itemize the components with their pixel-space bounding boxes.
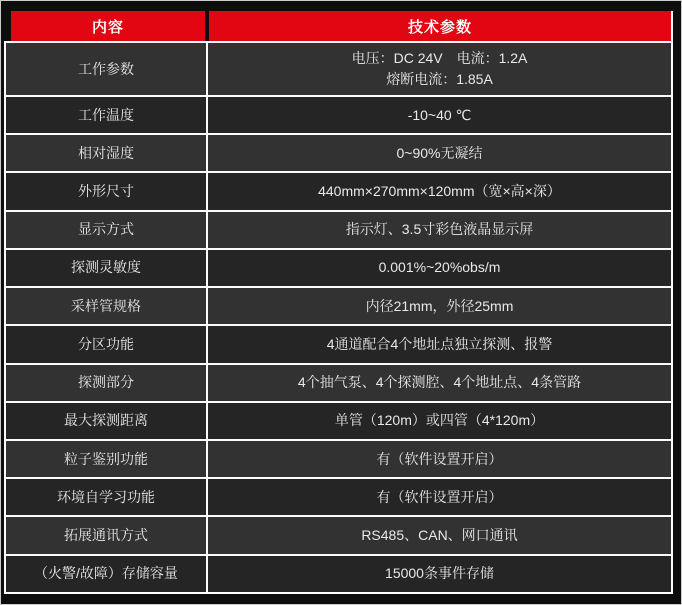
value-line: 单管（120m）或四管（4*120m） [334,412,545,429]
row-label-cell: 外形尺寸 [5,172,207,210]
column-header-content: 内容 [11,11,205,41]
row-label-cell: 采样管规格 [5,287,207,325]
value-line: 4通道配合4个地址点独立探测、报警 [326,335,553,352]
value-line: -10~40 ℃ [407,106,472,123]
row-value-cell [207,325,672,363]
table-row [5,287,672,325]
row-label-cell: 工作温度 [5,96,207,134]
row-value-cell [207,134,672,172]
table-row [5,96,672,134]
row-value-cell [207,42,672,96]
row-value-cell [207,478,672,516]
table-header-row [4,11,673,41]
row-value-cell [207,555,672,593]
row-value-cell [207,364,672,402]
value-line: 0~90%无凝结 [396,144,483,161]
table-row [5,211,672,249]
row-value-cell [207,172,672,210]
value-line: 有（软件设置开启） [376,450,503,467]
row-label-cell: 拓展通讯方式 [5,516,207,554]
value-line: 指示灯、3.5寸彩色液晶显示屏 [345,221,534,238]
value-line: 15000条事件存储 [385,565,494,582]
table-row [5,402,672,440]
value-line: 0.001%~20%obs/m [378,259,501,276]
table-row [5,325,672,363]
table-row [5,555,672,593]
row-label-cell: 最大探测距离 [5,402,207,440]
row-value-cell [207,287,672,325]
column-header-parameters: 技术参数 [209,11,671,41]
spec-table [4,41,673,594]
table-row [5,516,672,554]
row-label-cell: 工作参数 [5,42,207,96]
row-label-cell: 粒子鉴别功能 [5,440,207,478]
table-row [5,364,672,402]
row-label-cell: 分区功能 [5,325,207,363]
row-value-cell [207,249,672,287]
row-label-cell: 探测灵敏度 [5,249,207,287]
table-row [5,478,672,516]
value-line: 熔断电流：1.85A [386,71,493,87]
row-label-cell: （火警/故障）存储容量 [5,555,207,593]
row-label-cell: 环境自学习功能 [5,478,207,516]
value-line: 内径21mm，外径25mm [365,297,514,314]
value-line: 电压：DC 24V 电流：1.2A [351,50,528,66]
row-label-cell: 相对湿度 [5,134,207,172]
row-value-cell [207,96,672,134]
row-label-cell: 探测部分 [5,364,207,402]
table-row [5,172,672,210]
row-label-cell: 显示方式 [5,211,207,249]
value-line: RS485、CAN、网口通讯 [361,527,518,544]
table-row [5,42,672,96]
row-value-cell [207,402,672,440]
table-row [5,249,672,287]
table-row [5,134,672,172]
value-line: 440mm×270mm×120mm（宽×高×深） [318,183,561,200]
row-value-cell [207,440,672,478]
value-line: 有（软件设置开启） [376,488,503,505]
value-line: 4个抽气泵、4个探测腔、4个地址点、4条管路 [297,374,582,391]
row-value-cell [207,211,672,249]
row-value-cell [207,516,672,554]
table-row [5,440,672,478]
